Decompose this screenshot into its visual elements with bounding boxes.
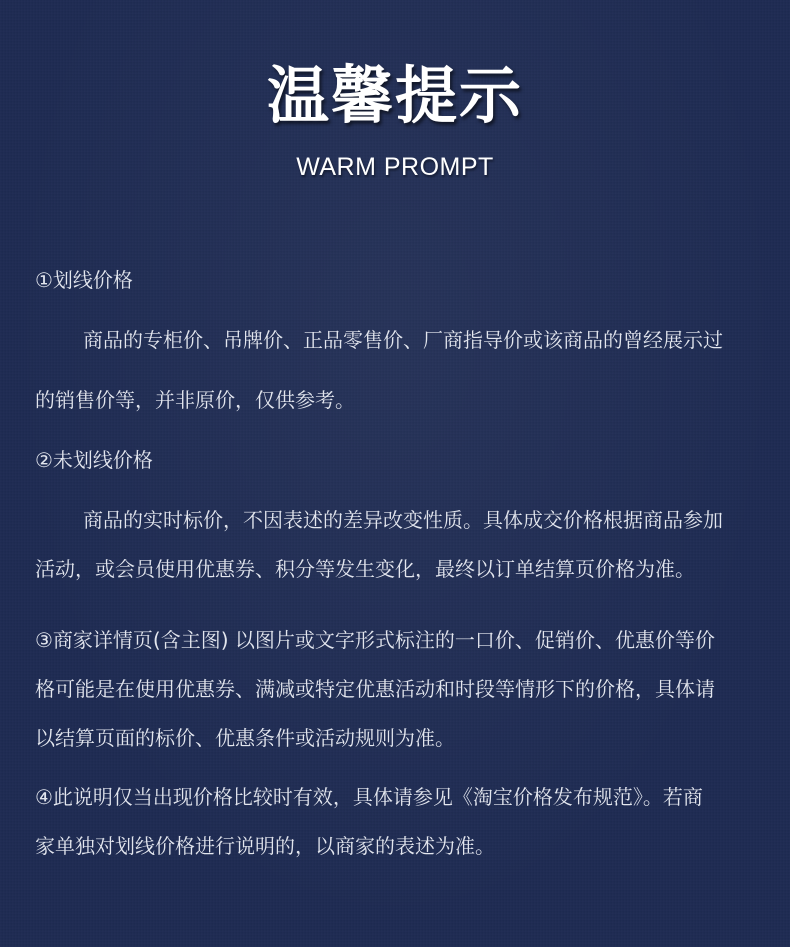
section-3-line-1: ③商家详情页(含主图) 以图片或文字形式标注的一口价、促销价、优惠价等价 <box>35 628 715 652</box>
section-2-heading: ②未划线价格 <box>35 448 153 472</box>
page-title: 温馨提示 <box>266 59 523 132</box>
page-subtitle: WARM PROMPT <box>296 153 494 181</box>
section-1-heading: ①划线价格 <box>35 268 133 292</box>
section-2-line-1: 商品的实时标价，不因表述的差异改变性质。具体成交价格根据商品参加 <box>83 508 723 532</box>
section-4-line-2: 家单独对划线价格进行说明的，以商家的表述为准。 <box>35 834 495 858</box>
section-3-line-2: 格可能是在使用优惠券、满减或特定优惠活动和时段等情形下的价格，具体请 <box>35 677 715 701</box>
section-4-line-1: ④此说明仅当出现价格比较时有效，具体请参见《淘宝价格发布规范》。若商 <box>35 785 703 809</box>
section-1-line-2: 的销售价等，并非原价，仅供参考。 <box>35 388 355 412</box>
section-2-line-2: 活动，或会员使用优惠券、积分等发生变化，最终以订单结算页价格为准。 <box>35 557 695 581</box>
section-3-line-3: 以结算页面的标价、优惠条件或活动规则为准。 <box>35 726 455 750</box>
section-1-line-1: 商品的专柜价、吊牌价、正品零售价、厂商指导价或该商品的曾经展示过 <box>83 328 723 352</box>
